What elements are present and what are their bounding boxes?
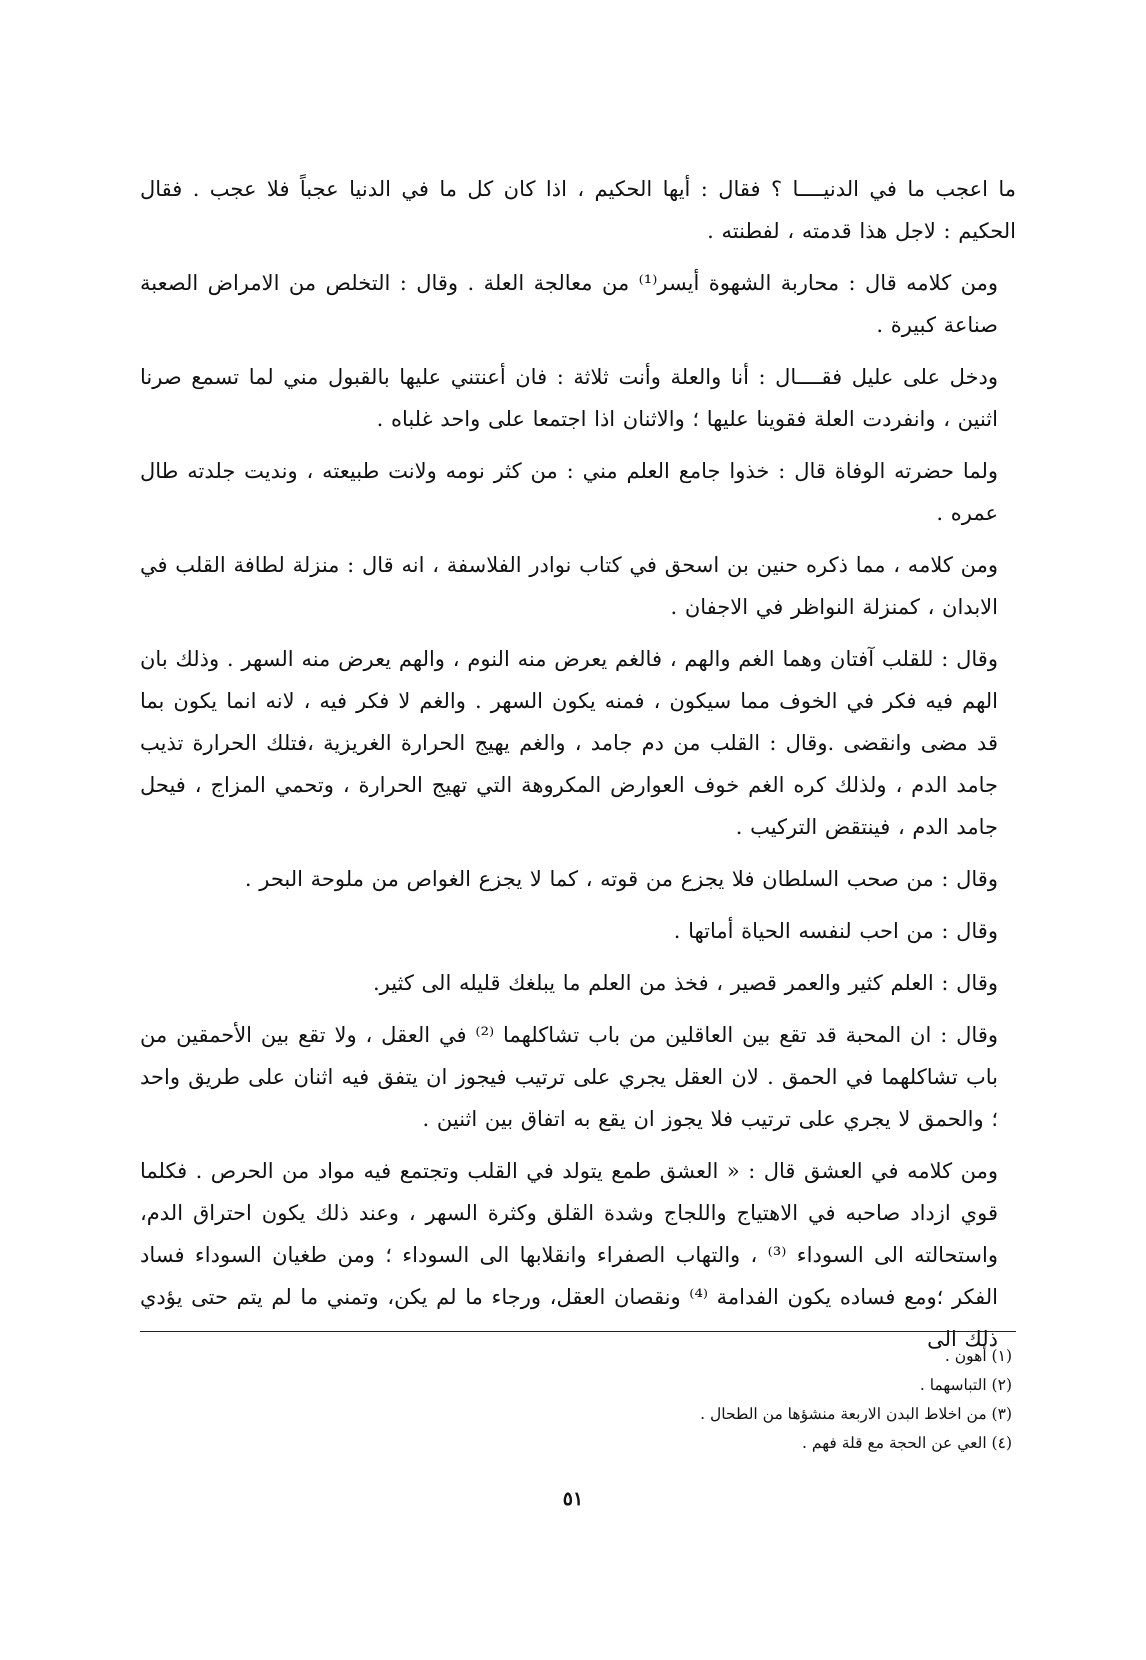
paragraph-3: ودخل على عليل فقــــال : أنا والعلة وأنت ثلاثة : فان أعنتني عليها بالقبول مني لما تسمع صرنا اثنين ، وانفردت العلة فقوينا عليها ؛ والاثنان اذا اجتمعا على واحد غلباه . (140, 365, 998, 431)
page-number: ٥١ (562, 1488, 584, 1510)
footnote-1: (١) أهون . (944, 1347, 1012, 1365)
footnote-4: (٤) العي عن الحجة مع قلة فهم . (802, 1434, 1012, 1452)
paragraph-8: وقال : من احب لنفسه الحياة أماتها . (673, 919, 998, 943)
paragraph-10: وقال : ان المحبة قد تقع بين العاقلين من باب تشاكلهما ⁽²⁾ في العقل ، ولا تقع بين الأحمقين من باب تشاكلهما في الحمق . لان العقل يجري على ترتيب فيجوز ان يتفق فيه اثنان على طريق واحد ؛ والحمق لا يجري على ترتيب فلا يجوز ان يقع به اتفاق بين اثنين . (140, 1023, 998, 1131)
body-text (140, 168, 1016, 1360)
paragraph-6: وقال : للقلب آفتان وهما الغم والهم ، فالغم يعرض منه النوم ، والهم يعرض منه السهر . وذلك بان الهم فيه فكر في الخوف مما سيكون ، فمنه يكون السهر . والغم لا فكر فيه ، لانه انما يكون بما قد مضى وانقضى .وقال : القلب من دم جامد ، والغم يهيج الحرارة الغريزية ،فتلك الحرارة تذيب جامد الدم ، ولذلك كره الغم خوف العوارض المكروهة التي تهيج الحرارة ، وتحمي المزاج ، فيحل جامد الدم ، فينتقض التركيب . (140, 647, 998, 839)
footnotes (152, 1342, 1012, 1458)
paragraph-7: وقال : من صحب السلطان فلا يجزع من قوته ، كما لا يجزع الغواص من ملوحة البحر . (244, 867, 998, 891)
paragraph-2: ومن كلامه قال : محاربة الشهوة أيسر⁽¹⁾ من معالجة العلة . وقال : التخلص من الامراض الصعبة صناعة كبيرة . (140, 271, 998, 337)
footnote-3: (٣) من اخلاط البدن الاربعة منشؤها من الطحال . (700, 1405, 1012, 1423)
footnote-divider (140, 1331, 1016, 1332)
paragraph-9: وقال : العلم كثير والعمر قصير ، فخذ من العلم ما يبلغك قليله الى كثير. (372, 971, 998, 995)
paragraph-4: ولما حضرته الوفاة قال : خذوا جامع العلم مني : من كثر نومه ولانت طبيعته ، ونديت جلدته طال عمره . (140, 459, 998, 525)
paragraph-5: ومن كلامه ، مما ذكره حنين بن اسحق في كتاب نوادر الفلاسفة ، انه قال : منزلة لطافة القلب في الابدان ، كمنزلة النواظر في الاجفان . (140, 553, 998, 619)
paragraph-11: ومن كلامه في العشق قال : « العشق طمع يتولد في القلب وتجتمع فيه مواد من الحرص . فكلما قوي ازداد صاحبه في الاهتياج واللجاج وشدة القلق وكثرة السهر ، وعند ذلك يكون احتراق الدم، واستحالته الى السوداء ⁽³⁾ ، والتهاب الصفراء وانقلابها الى السوداء ؛ ومن طغيان السوداء فساد الفكر ؛ومع فساده يكون الفدامة ⁽⁴⁾ ونقصان العقل، ورجاء ما لم يكن، وتمني ما لم يتم حتى يؤدي ذلك الى (140, 1159, 999, 1351)
paragraph-1: ما اعجب ما في الدنيــــا ؟ فقال : أيها الحكيم ، اذا كان كل ما في الدنيا عجباً فلا عجب . فقال الحكيم : لاجل هذا قدمته ، لفطنته . (140, 177, 1016, 243)
footnote-2: (٢) التباسهما . (919, 1376, 1012, 1394)
